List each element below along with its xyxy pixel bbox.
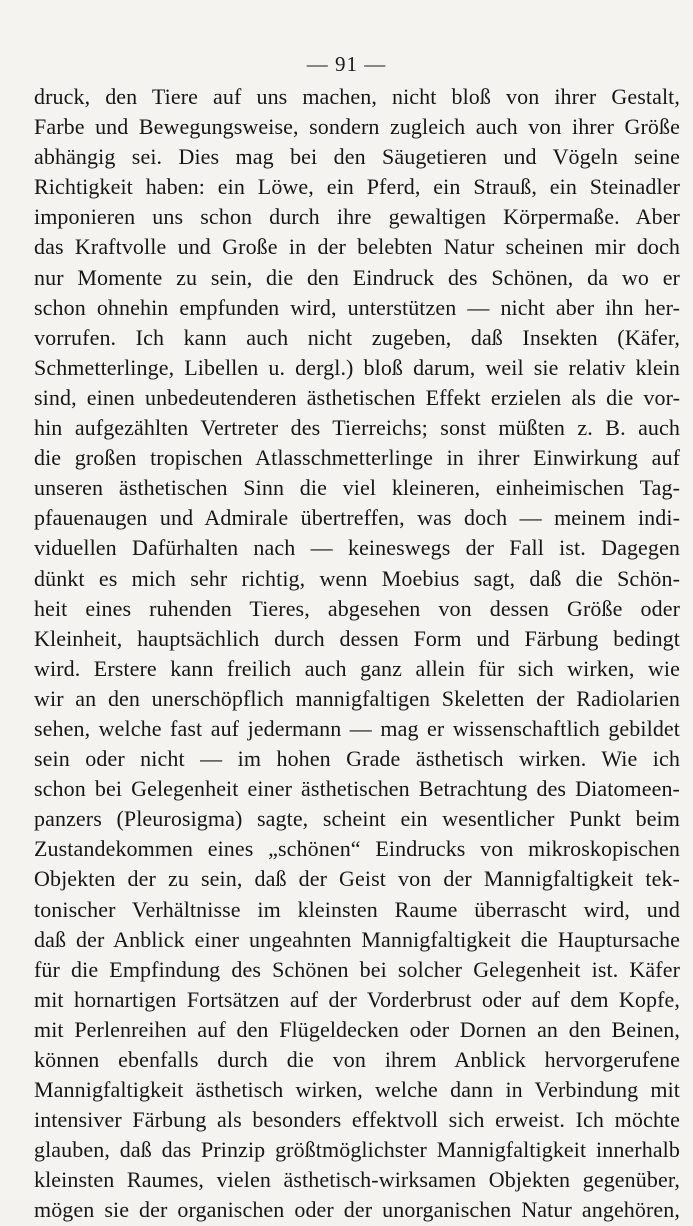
text-line: die großen tropischen Atlasschmetterlinge in ihrer Einwirkung auf (34, 445, 680, 471)
text-line: Farbe und Bewegungsweise, sondern zugleich auch von ihrer Größe (34, 114, 680, 140)
text-line: hin aufgezählten Vertreter des Tierreichs; sonst müßten z. B. auch (34, 415, 680, 441)
text-line: tonischer Verhältnisse im kleinsten Raume überrascht wird, und (34, 896, 680, 922)
text-line: Schmetterlinge, Libellen u. dergl.) bloß darum, weil sie relativ klein (34, 354, 680, 380)
text-line: schon ohnehin empfunden wird, unterstützen — nicht aber ihn her- (34, 294, 680, 320)
text-line: sein oder nicht — im hohen Grade ästhetisch wirken. Wie ich (34, 746, 680, 772)
text-line: druck, den Tiere auf uns machen, nicht bloß von ihrer Gestalt, (34, 84, 680, 109)
text-line: Objekten der zu sein, daß der Geist von der Mannigfaltigkeit tek- (34, 866, 680, 892)
text-line: unseren ästhetischen Sinn die viel kleineren, einheimischen Tag- (34, 475, 680, 501)
text-line: Zustandekommen eines „schönen“ Eindrucks von mikroskopischen (34, 836, 680, 862)
text-line: kleinsten Raumes, vielen ästhetisch-wirksamen Objekten gegenüber, (34, 1167, 680, 1193)
text-line: wir an den unerschöpflich mannigfaltigen Skeletten der Radiolarien (34, 685, 680, 711)
text-line: schon bei Gelegenheit einer ästhetischen Betrachtung des Diatomeen- (34, 776, 680, 802)
text-line: daß der Anblick einer ungeahnten Mannigfaltigkeit die Hauptursache (34, 926, 680, 952)
text-line: viduellen Dafürhalten nach — keineswegs der Fall ist. Dagegen (34, 535, 680, 561)
text-line: intensiver Färbung als besonders effektvoll sich erweist. Ich möchte (34, 1107, 680, 1133)
text-line: sehen, welche fast auf jedermann — mag er wissenschaftlich gebildet (34, 715, 680, 741)
text-line: Kleinheit, hauptsächlich durch dessen Form und Färbung bedingt (34, 625, 680, 651)
text-line: glauben, daß das Prinzip größtmöglichster Mannigfaltigkeit innerhalb (34, 1137, 680, 1163)
body-text (34, 82, 680, 1226)
text-line: sind, einen unbedeutenderen ästhetischen Effekt erzielen als die vor- (34, 384, 680, 410)
text-line: mit hornartigen Fortsätzen auf der Vorderbrust oder auf dem Kopfe, (34, 986, 680, 1012)
text-line: nur Momente zu sein, die den Eindruck des Schönen, da wo er (34, 264, 680, 290)
text-line: können ebenfalls durch die von ihrem Anblick hervorgerufene (34, 1047, 680, 1072)
text-line: mit Perlenreihen auf den Flügeldecken oder Dornen an den Beinen, (34, 1016, 680, 1042)
text-line: das Kraftvolle und Große in der belebten Natur scheinen mir doch (34, 234, 680, 260)
text-line: für die Empfindung des Schönen bei solcher Gelegenheit ist. Käfer (34, 956, 680, 982)
text-line: vorrufen. Ich kann auch nicht zugeben, daß Insekten (Käfer, (34, 324, 680, 350)
text-line: panzers (Pleurosigma) sagte, scheint ein wesentlicher Punkt beim (34, 806, 680, 832)
text-line: Mannigfaltigkeit ästhetisch wirken, welche dann in Verbindung mit (34, 1077, 680, 1103)
text-line: imponieren uns schon durch ihre gewaltigen Körpermaße. Aber (34, 204, 680, 230)
text-line: pfauenaugen und Admirale übertreffen, was doch — meinem indi- (34, 505, 680, 531)
text-line: wird. Erstere kann freilich auch ganz allein für sich wirken, wie (34, 655, 680, 681)
text-line: mögen sie der organischen oder der unorganischen Natur angehören, (34, 1197, 680, 1223)
text-line: Richtigkeit haben: ein Löwe, ein Pferd, ein Strauß, ein Steinadler (34, 174, 680, 200)
text-line: abhängig sei. Dies mag bei den Säugetieren und Vögeln seine (34, 144, 680, 170)
page-number: — 91 — (306, 52, 387, 76)
text-line: dünkt es mich sehr richtig, wenn Moebius sagt, daß die Schön- (34, 565, 680, 591)
text-line: heit eines ruhenden Tieres, abgesehen von dessen Größe oder (34, 595, 680, 621)
